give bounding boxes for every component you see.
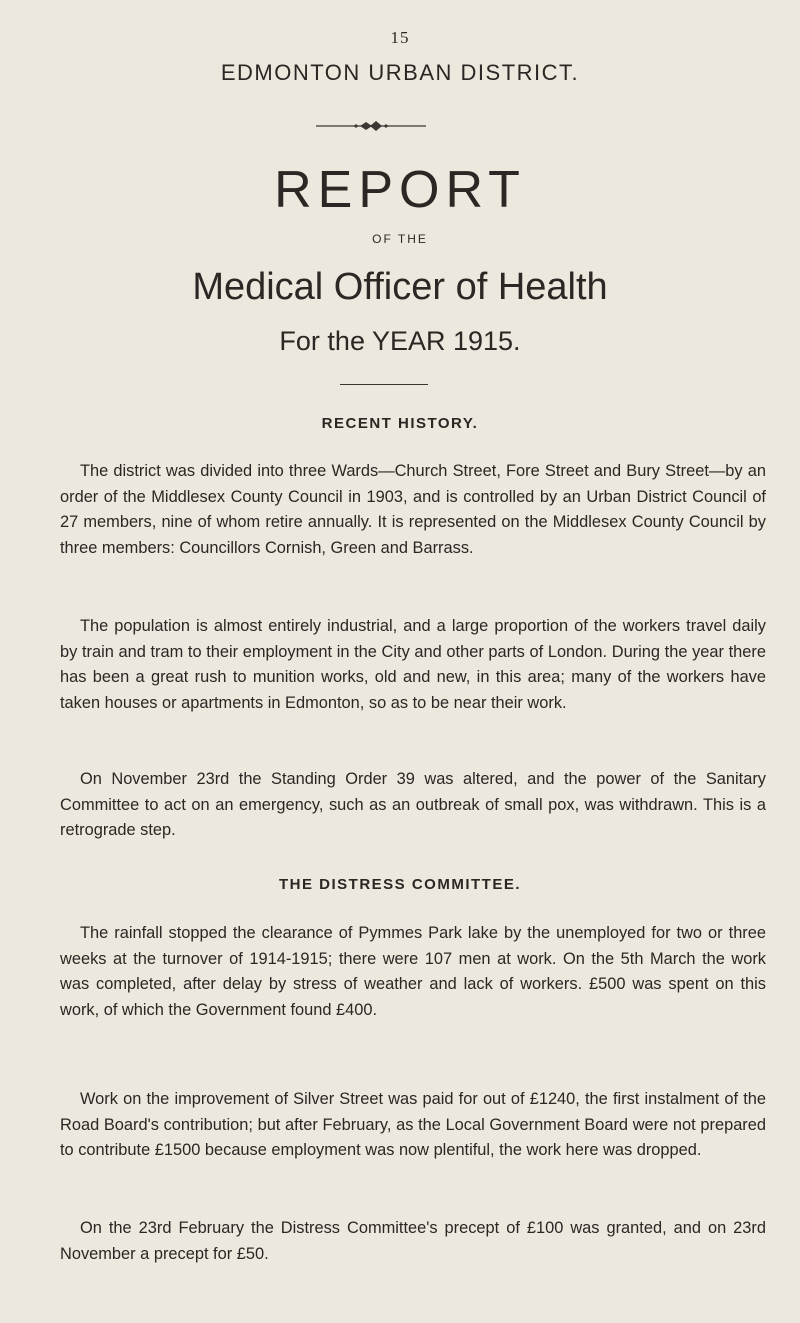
of-the-label: OF THE: [372, 232, 428, 246]
paragraph: Work on the improvement of Silver Street was paid for out of £1240, the first instalment of the Road Board's contribution; but after February, as the Local Government Board were not prepared to contribute £1500 because employment was now plentiful, the work here was dropped.: [60, 1090, 766, 1160]
paragraph: On the 23rd February the Distress Committee's precept of £100 was granted, and on 23rd November a precept for £50.: [60, 1219, 766, 1263]
horizontal-rule: [340, 384, 428, 385]
paragraph: The district was divided into three Wards—Church Street, Fore Street and Bury Street—by an order of the Middlesex County Council in 1903, and is controlled by an Urban District Council of 27 members, nine of whom retire annually. It is represented on the Middlesex County Council by three members: Councillors Cornish, Green and Barrass.: [60, 462, 766, 557]
ornament-divider: [316, 119, 426, 133]
report-title: REPORT: [274, 161, 526, 219]
paragraph: On November 23rd the Standing Order 39 was altered, and the power of the Sanitary Committee to act on an emergency, such as an outbreak of small pox, was withdrawn. This is a retrograde step.: [60, 770, 766, 840]
year-line: For the YEAR 1915.: [279, 326, 521, 356]
paragraph: The population is almost entirely industrial, and a large proportion of the workers travel daily by train and tram to their employment in the City and other parts of London. During the year there has been a great rush to munition works, old and new, in this area; many of the workers have taken houses or apartments in Edmonton, so as to be near their work.: [60, 617, 766, 712]
paragraph: The rainfall stopped the clearance of Pymmes Park lake by the unemployed for two or three weeks at the turnover of 1914-1915; there were 107 men at work. On the 5th March the work was completed, after delay by stress of weather and lack of workers. £500 was spent on this work, of which the Government found £400.: [60, 924, 766, 1019]
section-heading-recent-history: RECENT HISTORY.: [321, 415, 479, 432]
page-number: 15: [390, 28, 410, 47]
section-heading-distress-committee: THE DISTRESS COMMITTEE.: [278, 876, 521, 893]
district-title: EDMONTON URBAN DISTRICT.: [220, 60, 580, 85]
officer-title: Medical Officer of Health: [192, 266, 608, 308]
